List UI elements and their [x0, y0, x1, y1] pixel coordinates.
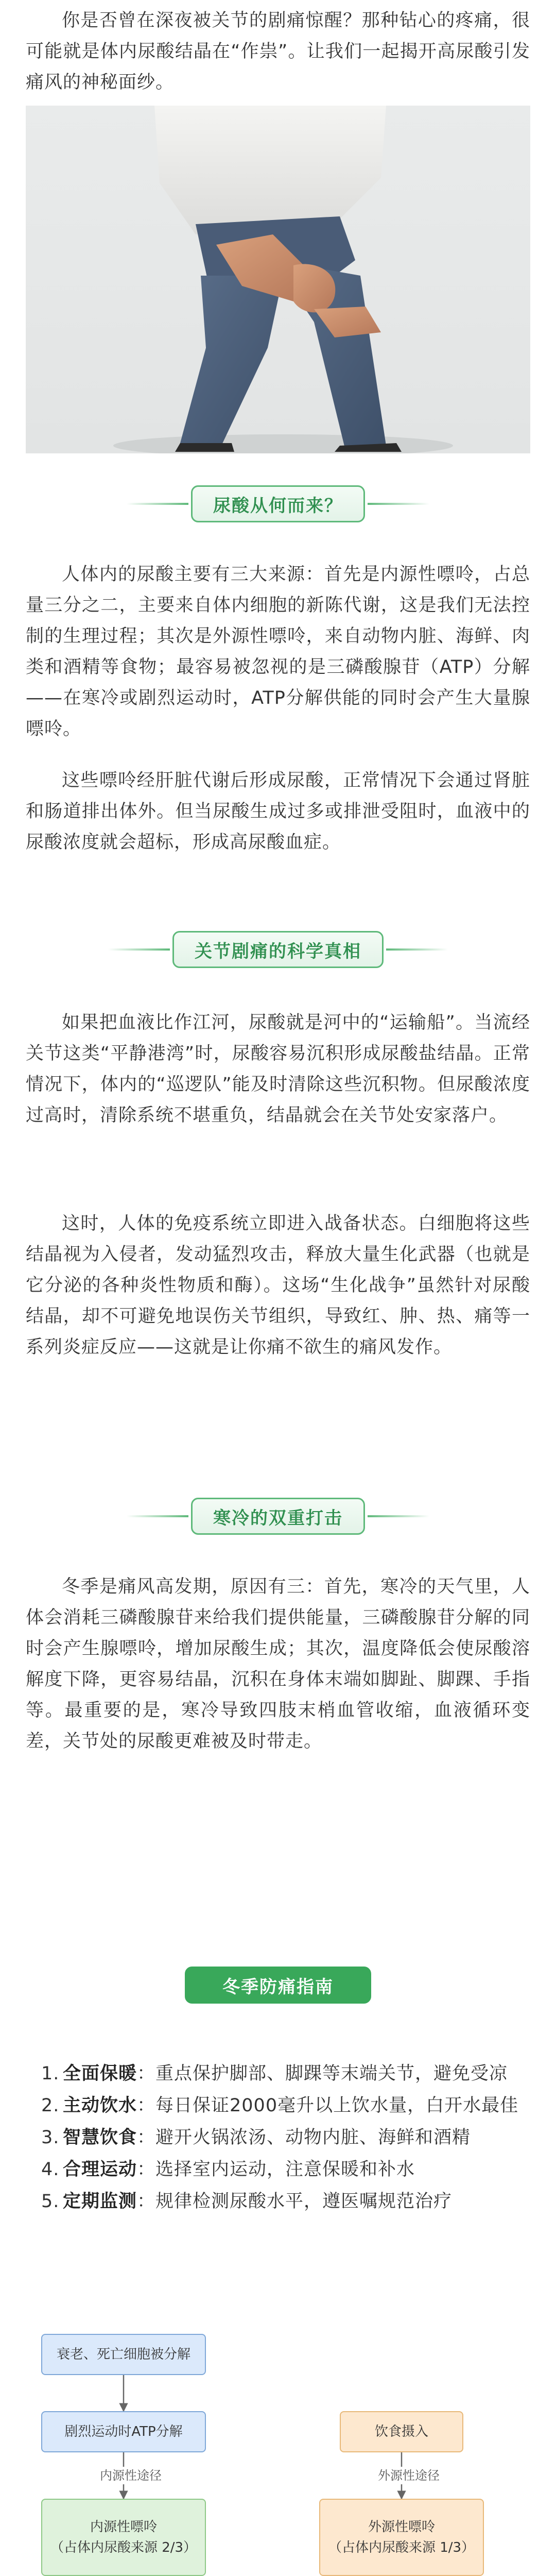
paragraph: 如果把血液比作江河，尿酸就是河中的“运输船”。当流经关节这类“平静港湾”时，尿酸容易沉积形成尿酸盐结晶。正常情况下，体内的“巡逻队”能及时清除这些沉积物。但尿酸浓度过高时，清除系统不堪重负，结晶就会在关节处安家落户。: [26, 1012, 530, 1126]
section-heading-joint-pain: [0, 927, 556, 972]
uric-acid-flowchart: [21, 2329, 535, 2576]
section-title: 寒冷的双重打击: [191, 1498, 365, 1535]
dead-cells-box: 衰老、死亡细胞被分解: [41, 2334, 206, 2375]
list-item: 4. 合理运动：选择室内运动，注意保暖和补水: [41, 2159, 415, 2180]
intro-paragraph: 你是否曾在深夜被关节的剧痛惊醒？那种钻心的疼痛，很可能就是体内尿酸结晶在“作祟”。让我们一起揭开高尿酸引发痛风的神秘面纱。: [26, 10, 530, 93]
endogenous-purine-box: 内源性嘌呤 （占体内尿酸来源 2/3）: [41, 2499, 206, 2576]
paragraph: 冬季是痛风高发期，原因有三：首先，寒冷的天气里，人体会消耗三磷酸腺苷来给我们提供能量，三磷酸腺苷分解的同时会产生腺嘌呤，增加尿酸生成；其次，温度降低会使尿酸溶解度下降，更容易结晶，沉积在身体末端如脚趾、脚踝、手指等。最重要的是，寒冷导致四肢末梢血管收缩，血液循环变差，关节处的尿酸更难被及时带走。: [26, 1577, 530, 1752]
paragraph: 这些嘌呤经肝脏代谢后形成尿酸，正常情况下会通过肾脏和肠道排出体外。但当尿酸生成过多或排泄受阻时，血液中的尿酸浓度就会超标，形成高尿酸血症。: [26, 770, 530, 853]
knee-pain-photo: [26, 106, 530, 453]
paragraph: 人体内的尿酸主要有三大来源：首先是内源性嘌呤，占总量三分之二，主要来自体内细胞的新陈代谢，这是我们无法控制的生理过程；其次是外源性嘌呤，来自动物内脏、海鲜、肉类和酒精等食物；最容易被忽视的是三磷酸腺苷（ATP）分解——在寒冷或剧烈运动时，ATP分解供能的同时会产生大量腺嘌呤。: [26, 564, 530, 739]
paragraph: 这时，人体的免疫系统立即进入战备状态。白细胞将这些结晶视为入侵者，发动猛烈攻击，释放大量生化武器（也就是它分泌的各种炎性物质和酶）。这场“生化战争”虽然针对尿酸结晶，却不可避免地误伤关节组织，导致红、肿、热、痛等一系列炎症反应——这就是让你痛不欲生的痛风发作。: [26, 1213, 530, 1358]
section-title: 尿酸从何而来？: [191, 485, 365, 522]
section-heading-tips: [0, 1963, 556, 2007]
section-title: 关节剧痛的科学真相: [172, 931, 384, 968]
atp-box: 剧烈运动时ATP分解: [41, 2411, 206, 2452]
endogenous-route-label: 内源性途径: [97, 2467, 165, 2484]
section-title: 冬季防痛指南: [185, 1967, 371, 2004]
diet-box: 饮食摄入: [340, 2411, 463, 2452]
list-item: 5. 定期监测：规律检测尿酸水平，遵医嘱规范治疗: [41, 2191, 453, 2212]
list-item: 3. 智慧饮食：避开火锅浓汤、动物内脏、海鲜和酒精: [41, 2127, 471, 2148]
exogenous-purine-box: 外源性嘌呤 （占体内尿酸来源 1/3）: [319, 2499, 484, 2576]
list-item: 2. 主动饮水：每日保证2000毫升以上饮水量，白开水最佳: [41, 2095, 519, 2116]
tips-list: [41, 2058, 530, 2218]
section-heading-cold: [0, 1494, 556, 1538]
exogenous-route-label: 外源性途径: [375, 2467, 443, 2484]
list-item: 1. 全面保暖：重点保护脚部、脚踝等末端关节，避免受凉: [41, 2063, 508, 2084]
person-holding-knee-photo: [26, 106, 530, 453]
section-heading-uric-source: [0, 482, 556, 526]
